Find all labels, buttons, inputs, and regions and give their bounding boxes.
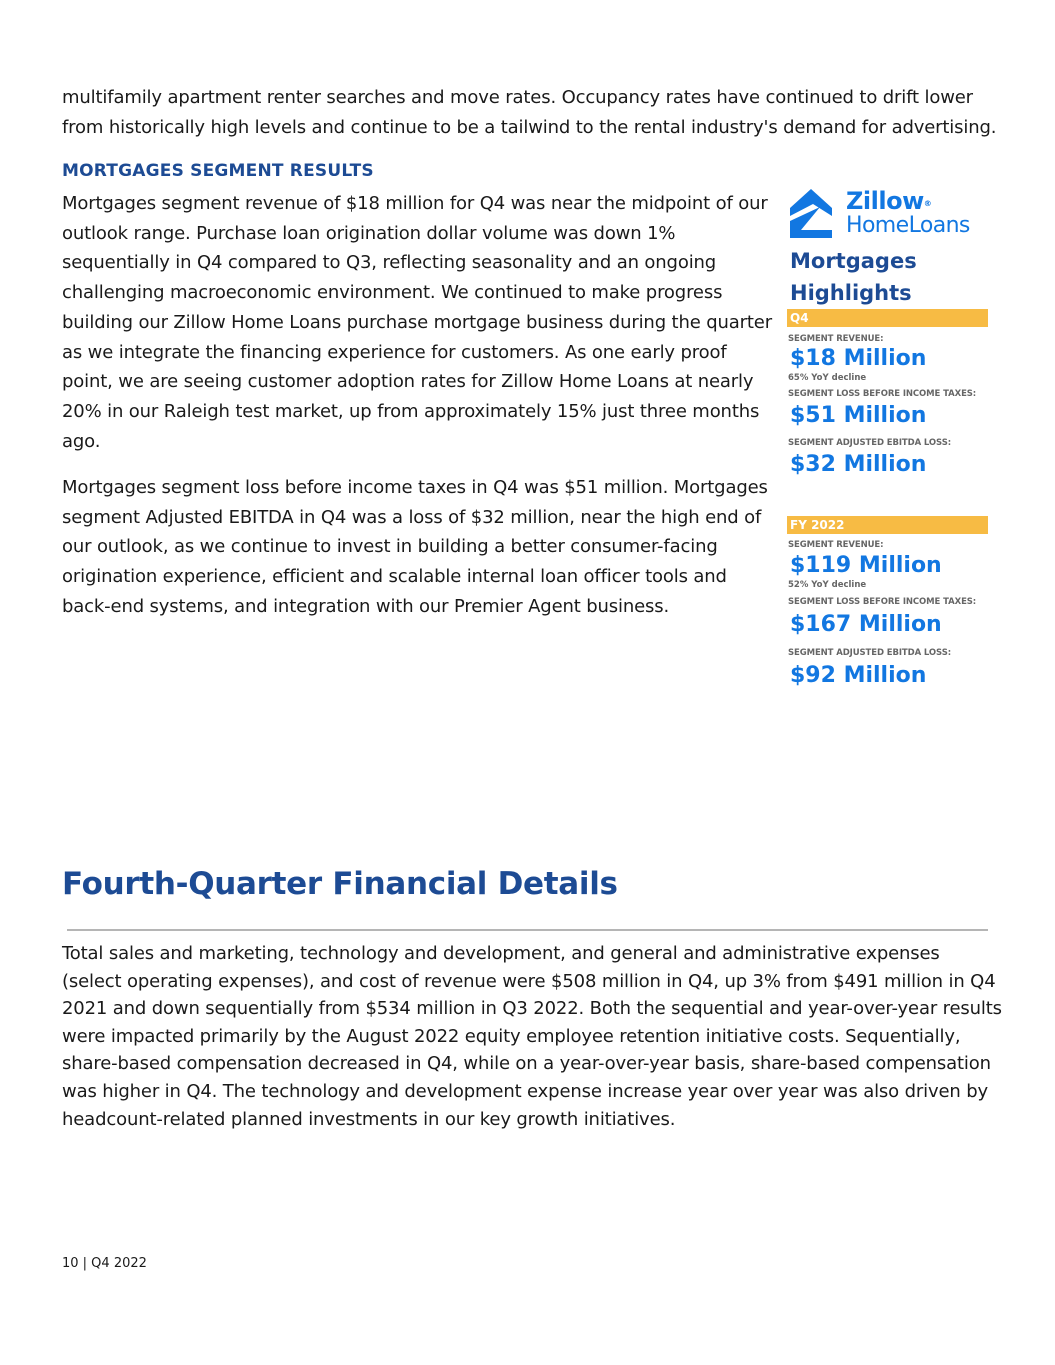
q4-revenue-value: $18 Million (790, 346, 927, 371)
section-divider (67, 929, 988, 931)
zillow-home-loans-logo (787, 186, 989, 238)
q4-section (787, 309, 989, 479)
q4-ebitda-label: SEGMENT ADJUSTED EBITDA LOSS: (788, 438, 952, 448)
fy-revenue-value: $119 Million (790, 553, 942, 578)
q4-revenue-label: SEGMENT REVENUE: (788, 334, 884, 344)
fy-section (787, 516, 989, 690)
logo-homeloans-text: HomeLoans (846, 213, 970, 238)
mortgages-segment-heading: MORTGAGES SEGMENT RESULTS (62, 161, 374, 181)
q4-bar: Q4 (787, 309, 988, 327)
mortgages-highlights-sidebar (787, 186, 989, 690)
highlights-title-line2: Highlights (790, 281, 912, 305)
q4-revenue-note: 65% YoY decline (788, 373, 867, 383)
page-footer: 10 | Q4 2022 (62, 1256, 147, 1271)
zillow-house-icon (787, 186, 835, 238)
fy-revenue-label: SEGMENT REVENUE: (788, 540, 884, 550)
financial-details-heading: Fourth-Quarter Financial Details (62, 866, 618, 902)
intro-paragraph: multifamily apartment renter searches and move rates. Occupancy rates have continued to drift lower from historically high levels and continue to be a tailwind to the rental industry's demand for advertising. (62, 87, 997, 138)
q4-loss-value: $51 Million (790, 403, 927, 428)
q4-loss-label: SEGMENT LOSS BEFORE INCOME TAXES: (788, 389, 977, 399)
highlights-title (790, 245, 989, 309)
fy-loss-value: $167 Million (790, 612, 942, 637)
mortgages-paragraph-1: Mortgages segment revenue of $18 million for Q4 was near the midpoint of our outlook range. Purchase loan origination dollar volume was down 1% sequentially in Q4 compared to Q3, reflecting seasonality and an ongoing challenging macroeconomic environment. We continued to make progress building our Zillow Home Loans purchase mortgage business during the quarter as we integrate the financing experience for customers. As one early proof point, we are seeing customer adoption rates for Zillow Home Loans at nearly 20% in our Raleigh test market, up from approximately 15% just three months ago. (62, 193, 772, 452)
fy-ebitda-label: SEGMENT ADJUSTED EBITDA LOSS: (788, 648, 952, 658)
logo-trademark: ® (923, 199, 932, 208)
highlights-title-line1: Mortgages (790, 249, 917, 273)
fy-revenue-note: 52% YoY decline (788, 580, 867, 590)
q4-ebitda-value: $32 Million (790, 452, 927, 477)
logo-zillow-text: Zillow (846, 187, 924, 215)
financial-details-paragraph: Total sales and marketing, technology and development, and general and administrative expenses (select operating expenses), and cost of revenue were $508 million in Q4, up 3% from $491 million in Q4 2021 and down sequentially from $534 million in Q3 2022. Both the sequential and year-over-year results were impacted primarily by the August 2022 equity employee retention initiative costs. Sequentially, share-based compensation decreased in Q4, while on a year-over-year basis, share-based compensation was higher in Q4. The technology and development expense increase year over year was also driven by headcount-related planned investments in our key growth initiatives. (62, 943, 1002, 1130)
mortgages-paragraph-2: Mortgages segment loss before income taxes in Q4 was $51 million. Mortgages segment Adjusted EBITDA in Q4 was a loss of $32 million, near the high end of our outlook, as we continue to invest in building a better consumer-facing origination experience, efficient and scalable internal loan officer tools and back-end systems, and integration with our Premier Agent business. (62, 477, 768, 617)
fy-ebitda-value: $92 Million (790, 663, 927, 688)
fy-loss-label: SEGMENT LOSS BEFORE INCOME TAXES: (788, 597, 977, 607)
fy-bar: FY 2022 (787, 516, 988, 534)
